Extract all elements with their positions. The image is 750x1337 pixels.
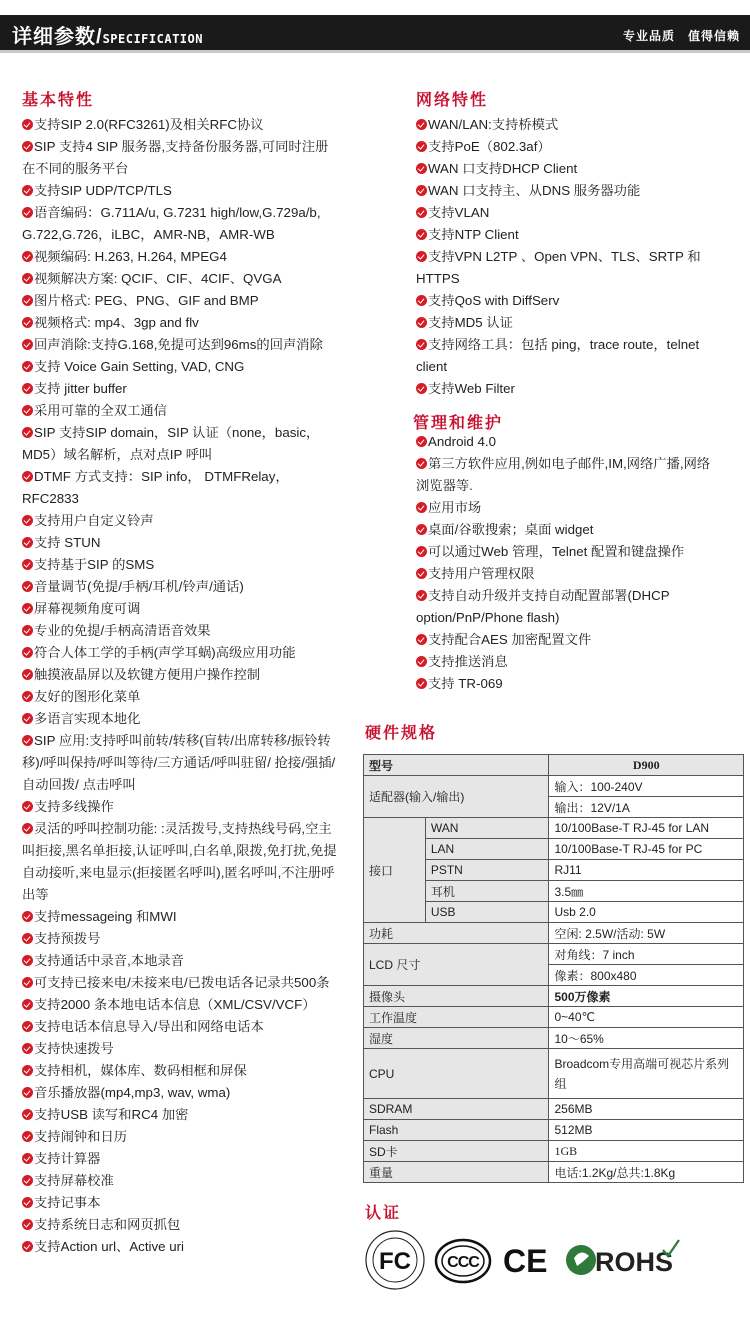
list-item-text: 支持闹钟和日历 [34, 1129, 128, 1144]
list-item-text: 桌面/谷歌搜索；桌面 widget [428, 522, 594, 537]
section-title-management: 管理和维护 [413, 415, 504, 432]
list-item [22, 598, 340, 620]
list-item-text: 支持电话本信息导入/导出和网络电话本 [34, 1019, 264, 1034]
fcc-logo-text: FC [379, 1248, 411, 1275]
list-item [22, 1192, 340, 1214]
list-item [22, 378, 340, 400]
rohs-logo-text: ROHS [595, 1247, 674, 1277]
check-bullet-icon [22, 1153, 33, 1164]
list-item [416, 651, 722, 673]
section-title-cert: 认证 [365, 1205, 402, 1222]
list-item [416, 585, 722, 629]
check-bullet-icon [22, 295, 33, 306]
list-item-text: WAN/LAN:支持桥模式 [428, 117, 559, 132]
header-slogan: 专业品质 值得信赖 [622, 29, 740, 43]
model-label: 型号 [364, 755, 549, 776]
list-item-text: 支持2000 条本地电话本信息（XML/CSV/VCF） [34, 997, 316, 1012]
check-bullet-icon [22, 999, 33, 1010]
port-value: 3.5㎜ [549, 881, 744, 902]
list-item-text: 符合人体工学的手柄(声学耳蜗)高级应用功能 [34, 645, 296, 660]
list-item-text: 支持 Voice Gain Setting, VAD, CNG [34, 359, 245, 374]
adapter-input: 输入：100-240V [549, 776, 744, 797]
list-item-text: 支持PoE（802.3af） [428, 139, 551, 154]
list-item [22, 114, 340, 136]
port-value: RJ11 [549, 860, 744, 881]
check-bullet-icon [22, 713, 33, 724]
humidity-value: 10～65% [549, 1028, 744, 1049]
check-bullet-icon [22, 559, 33, 570]
check-bullet-icon [22, 405, 33, 416]
list-item [22, 1060, 340, 1082]
cert-logos-svg [363, 1228, 693, 1292]
check-bullet-icon [416, 185, 427, 196]
list-item [416, 519, 722, 541]
cpu-value: Broadcom专用高端可视芯片系列组 [549, 1049, 744, 1099]
list-item-text: 触摸液晶屏以及软键方便用户操作控制 [34, 667, 261, 682]
list-item-text: SIP 支持SIP domain，SIP 认证（none，basic，MD5）域名解析，点对点IP 呼叫 [22, 425, 320, 462]
list-item-text: 视频编码: H.263, H.264, MPEG4 [34, 249, 227, 264]
table-row [364, 944, 744, 965]
list-item [416, 563, 722, 585]
title-cn: 详细参数/ [12, 26, 103, 48]
check-bullet-icon [22, 141, 33, 152]
model-value: D900 [549, 755, 744, 776]
list-item [416, 629, 722, 651]
check-bullet-icon [22, 1175, 33, 1186]
section-title-basic: 基本特性 [22, 92, 95, 109]
table-row [364, 1007, 744, 1028]
list-item-text: 多语言实现本地化 [34, 711, 141, 726]
lcd-label: LCD 尺寸 [364, 944, 549, 986]
check-bullet-icon [22, 383, 33, 394]
list-item [22, 1214, 340, 1236]
check-bullet-icon [22, 471, 33, 482]
list-item [22, 818, 340, 906]
camera-label: 摄像头 [364, 986, 549, 1007]
list-item [22, 510, 340, 532]
check-bullet-icon [416, 656, 427, 667]
table-row [364, 755, 744, 776]
check-bullet-icon [22, 339, 33, 350]
list-item-text: 支持通话中录音,本地录音 [34, 953, 184, 968]
list-item-text: 支持Web Filter [428, 381, 515, 396]
port-label: 接口 [364, 818, 426, 923]
weight-value: 电话:1.2Kg/总共:1.8Kg [549, 1162, 744, 1183]
list-item [416, 180, 722, 202]
list-item-text: 支持用户管理权限 [428, 566, 535, 581]
check-bullet-icon [22, 1241, 33, 1252]
page-title [12, 20, 203, 49]
hardware-spec-table [363, 754, 744, 1183]
list-item [22, 202, 340, 246]
table-row [364, 1028, 744, 1049]
list-item [22, 972, 340, 994]
check-bullet-icon [416, 383, 427, 394]
list-item-text: 支持屏幕校准 [34, 1173, 114, 1188]
check-bullet-icon [22, 691, 33, 702]
list-item [22, 554, 340, 576]
cpu-label: CPU [364, 1049, 549, 1099]
table-row [364, 1099, 744, 1120]
table-row [364, 1120, 744, 1141]
list-item [22, 1104, 340, 1126]
check-bullet-icon [22, 427, 33, 438]
port-name: WAN [425, 818, 549, 839]
list-item-text: 可支持已接来电/未接来电/已拨电话各记录共500条 [34, 975, 330, 990]
check-bullet-icon [22, 1021, 33, 1032]
list-item [22, 730, 340, 796]
list-item-text: 支持推送消息 [428, 654, 508, 669]
list-item-text: Android 4.0 [428, 434, 497, 449]
list-item-text: SIP 支持4 SIP 服务器,支持备份服务器,可同时注册在不同的服务平台 [22, 139, 329, 176]
list-item [22, 1236, 340, 1258]
list-item [416, 541, 722, 563]
list-item-text: 支持Action url、Active uri [34, 1239, 184, 1254]
list-item-text: WAN 口支持主、从DNS 服务器功能 [428, 183, 641, 198]
temp-label: 工作温度 [364, 1007, 549, 1028]
list-item [22, 334, 340, 356]
power-label: 功耗 [364, 923, 549, 944]
list-item [416, 453, 722, 497]
check-bullet-icon [22, 933, 33, 944]
list-item-text: 灵活的呼叫控制功能: :灵活拨号,支持热线号码,空主叫拒接,黑名单拒接,认证呼叫,白名单,限拨,免打扰,免提自动接听,来电显示(拒接匿名呼叫),匿名呼叫,不注册呼出等 [22, 821, 337, 902]
humidity-label: 湿度 [364, 1028, 549, 1049]
list-item-text: 音乐播放器(mp4,mp3, wav, wma) [34, 1085, 231, 1100]
list-item-text: 支持用户自定义铃声 [34, 513, 154, 528]
check-bullet-icon [416, 317, 427, 328]
list-item-text: 视频解决方案: QCIF、CIF、4CIF、QVGA [34, 271, 282, 286]
camera-value: 500万像素 [549, 986, 744, 1007]
temp-value: 0~40℃ [549, 1007, 744, 1028]
check-bullet-icon [416, 339, 427, 350]
list-item-text: 第三方软件应用,例如电子邮件,IM,网络广播,网络浏览器等. [416, 456, 711, 493]
adapter-label: 适配器(输入/输出) [364, 776, 549, 818]
list-item-text: 应用市场 [428, 500, 482, 515]
check-bullet-icon [22, 251, 33, 262]
table-row [364, 1162, 744, 1183]
lcd-pixels: 像素：800x480 [549, 965, 744, 986]
section-title-hardware: 硬件规格 [365, 725, 438, 742]
list-item-text: 支持快速拨号 [34, 1041, 114, 1056]
network-feature-list [416, 114, 722, 400]
list-item [416, 673, 722, 695]
table-row [364, 986, 744, 1007]
table-row [364, 1049, 744, 1099]
list-item [22, 246, 340, 268]
check-bullet-icon [22, 1109, 33, 1120]
port-value: 10/100Base-T RJ-45 for PC [549, 839, 744, 860]
rohs-logo [566, 1240, 679, 1277]
management-feature-list [416, 431, 722, 695]
list-item-text: 支持VLAN [428, 205, 490, 220]
list-item [416, 136, 722, 158]
check-bullet-icon [22, 977, 33, 988]
check-bullet-icon [416, 436, 427, 447]
check-bullet-icon [416, 590, 427, 601]
list-item [22, 422, 340, 466]
list-item [22, 1038, 340, 1060]
ce-logo: CE [503, 1243, 548, 1279]
list-item [22, 312, 340, 334]
list-item-text: 支持自动升级并支持自动配置部署(DHCP option/PnP/Phone flash) [416, 588, 670, 625]
list-item-text: 友好的图形化菜单 [34, 689, 141, 704]
list-item-text: 支持相机，媒体库、数码相框和屏保 [34, 1063, 247, 1078]
list-item [22, 576, 340, 598]
list-item-text: 屏幕视频角度可调 [34, 601, 141, 616]
list-item-text: 回声消除:支持G.168,免提可达到96ms的回声消除 [34, 337, 323, 352]
list-item-text: 支持 TR-069 [428, 676, 503, 691]
list-item [22, 928, 340, 950]
list-item-text: 支持配合AES 加密配置文件 [428, 632, 592, 647]
sdram-value: 256MB [549, 1099, 744, 1120]
list-item-text: 支持多线操作 [34, 799, 114, 814]
check-bullet-icon [416, 568, 427, 579]
check-bullet-icon [416, 163, 427, 174]
list-item [22, 642, 340, 664]
list-item-text: 支持MD5 认证 [428, 315, 513, 330]
list-item [22, 466, 340, 510]
list-item [416, 114, 722, 136]
check-bullet-icon [22, 317, 33, 328]
list-item [22, 1148, 340, 1170]
list-item [22, 664, 340, 686]
list-item [22, 708, 340, 730]
check-bullet-icon [22, 581, 33, 592]
list-item [22, 620, 340, 642]
list-item-text: 支持系统日志和网页抓包 [34, 1217, 181, 1232]
list-item [22, 796, 340, 818]
check-bullet-icon [22, 1219, 33, 1230]
check-bullet-icon [22, 823, 33, 834]
check-bullet-icon [22, 273, 33, 284]
check-bullet-icon [22, 1043, 33, 1054]
check-bullet-icon [22, 625, 33, 636]
check-bullet-icon [416, 634, 427, 645]
list-item [22, 1016, 340, 1038]
list-item [416, 158, 722, 180]
table-row [364, 776, 744, 797]
ccc-logo-text: CCC [447, 1254, 479, 1271]
list-item-text: DTMF 方式支持：SIP info， DTMFRelay，RFC2833 [22, 469, 289, 506]
check-bullet-icon [22, 537, 33, 548]
list-item-text: SIP 应用:支持呼叫前转/转移(盲转/出席转移/振铃转移)/呼叫保持/呼叫等待/三方通话/呼叫驻留/ 抢接/强插/自动回拨/ 点击呼叫 [22, 733, 336, 792]
check-bullet-icon [22, 207, 33, 218]
adapter-output: 输出：12V/1A [549, 797, 744, 818]
check-bullet-icon [22, 185, 33, 196]
list-item [22, 950, 340, 972]
list-item-text: 图片格式: PEG、PNG、GIF and BMP [34, 293, 259, 308]
table-row [364, 1141, 744, 1162]
check-bullet-icon [416, 524, 427, 535]
list-item [416, 224, 722, 246]
check-bullet-icon [22, 603, 33, 614]
list-item [416, 378, 722, 400]
list-item-text: 支持QoS with DiffServ [428, 293, 560, 308]
list-item-text: 支持网络工具：包括 ping，trace route，telnet client [416, 337, 700, 374]
list-item-text: 支持VPN L2TP 、Open VPN、TLS、SRTP 和HTTPS [416, 249, 701, 286]
title-en: SPECIFICATION [102, 32, 203, 46]
check-bullet-icon [416, 502, 427, 513]
check-bullet-icon [416, 119, 427, 130]
list-item [416, 312, 722, 334]
list-item [22, 180, 340, 202]
port-name: 耳机 [425, 881, 549, 902]
list-item [22, 1082, 340, 1104]
list-item-text: 支持预拨号 [34, 931, 101, 946]
list-item-text: 音量调节(免提/手柄/耳机/铃声/通话) [34, 579, 244, 594]
sd-value: 1GB [549, 1141, 744, 1162]
list-item [22, 136, 340, 180]
list-item-text: 支持基于SIP 的SMS [34, 557, 155, 572]
check-bullet-icon [416, 141, 427, 152]
check-bullet-icon [22, 801, 33, 812]
check-bullet-icon [22, 911, 33, 922]
check-bullet-icon [416, 251, 427, 262]
port-value: 10/100Base-T RJ-45 for LAN [549, 818, 744, 839]
weight-label: 重量 [364, 1162, 549, 1183]
check-bullet-icon [22, 1087, 33, 1098]
list-item-text: 支持计算器 [34, 1151, 101, 1166]
flash-value: 512MB [549, 1120, 744, 1141]
list-item-text: 支持NTP Client [428, 227, 519, 242]
sd-label: SD卡 [364, 1141, 549, 1162]
check-bullet-icon [416, 229, 427, 240]
port-value: Usb 2.0 [549, 902, 744, 923]
list-item [416, 334, 722, 378]
port-name: PSTN [425, 860, 549, 881]
list-item-text: 视频格式: mp4、3gp and flv [34, 315, 199, 330]
port-name: LAN [425, 839, 549, 860]
check-bullet-icon [22, 735, 33, 746]
list-item [22, 356, 340, 378]
list-item-text: 语音编码：G.711A/u, G.7231 high/low,G.729a/b, G.722,G.726，iLBC，AMR-NB，AMR-WB [22, 205, 321, 242]
list-item [22, 400, 340, 422]
list-item-text: 支持记事本 [34, 1195, 101, 1210]
list-item [22, 1170, 340, 1192]
list-item [416, 431, 722, 453]
list-item [22, 290, 340, 312]
list-item-text: 支持 jitter buffer [34, 381, 127, 396]
check-bullet-icon [22, 647, 33, 658]
sdram-label: SDRAM [364, 1099, 549, 1120]
list-item-text: 支持SIP 2.0(RFC3261)及相关RFC协议 [34, 117, 264, 132]
power-value: 空闲: 2.5W/活动: 5W [549, 923, 744, 944]
list-item [416, 497, 722, 519]
check-bullet-icon [416, 207, 427, 218]
cert-logos [363, 1228, 693, 1292]
table-row [364, 818, 744, 839]
list-item-text: 支持SIP UDP/TCP/TLS [34, 183, 172, 198]
port-name: USB [425, 902, 549, 923]
list-item [22, 686, 340, 708]
lcd-diagonal: 对角线：7 inch [549, 944, 744, 965]
list-item [22, 906, 340, 928]
list-item-text: 采用可靠的全双工通信 [34, 403, 167, 418]
list-item-text: 可以通过Web 管理，Telnet 配置和键盘操作 [428, 544, 685, 559]
list-item [416, 246, 722, 290]
check-bullet-icon [22, 1131, 33, 1142]
list-item-text: 专业的免提/手柄高清语音效果 [34, 623, 211, 638]
spec-header [0, 15, 750, 53]
list-item-text: 支持USB 读写和RC4 加密 [34, 1107, 189, 1122]
check-bullet-icon [22, 1197, 33, 1208]
list-item [22, 994, 340, 1016]
check-bullet-icon [22, 955, 33, 966]
list-item-text: 支持 STUN [34, 535, 101, 550]
list-item [416, 202, 722, 224]
ccc-logo [436, 1240, 490, 1282]
check-bullet-icon [22, 361, 33, 372]
list-item [22, 1126, 340, 1148]
check-bullet-icon [22, 1065, 33, 1076]
check-bullet-icon [416, 546, 427, 557]
list-item [22, 268, 340, 290]
check-bullet-icon [416, 295, 427, 306]
list-item [416, 290, 722, 312]
list-item-text: 支持messageing 和MWI [34, 909, 177, 924]
check-bullet-icon [22, 515, 33, 526]
list-item [22, 532, 340, 554]
section-title-network: 网络特性 [416, 92, 489, 109]
basic-feature-list [22, 114, 340, 1258]
table-row [364, 923, 744, 944]
check-bullet-icon [416, 458, 427, 469]
flash-label: Flash [364, 1120, 549, 1141]
fcc-logo [366, 1231, 424, 1289]
check-bullet-icon [22, 669, 33, 680]
check-bullet-icon [22, 119, 33, 130]
list-item-text: WAN 口支持DHCP Client [428, 161, 578, 176]
check-bullet-icon [416, 678, 427, 689]
